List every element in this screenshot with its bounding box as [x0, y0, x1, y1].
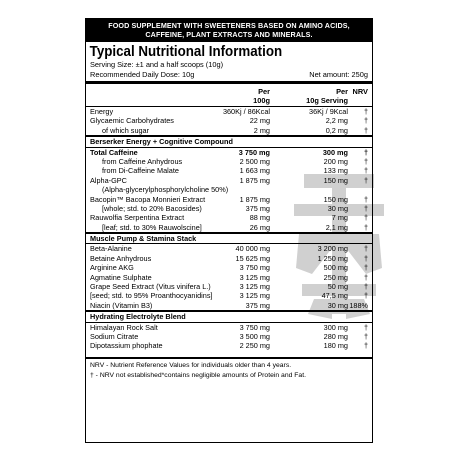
- header-line-1: FOOD SUPPLEMENT WITH SWEETENERS BASED ON AMINO ACIDS,: [108, 21, 350, 30]
- label-header: [86, 19, 372, 42]
- header-nrv: NRV: [352, 87, 368, 96]
- section-title-energy: Berserker Energy + Cognitive Compound: [90, 137, 233, 147]
- energy-block: [86, 107, 372, 135]
- table-row: [seed; std. to 95% Proanthocyanidins] 3 125 mg 47,5 mg †: [90, 291, 368, 301]
- table-row: Alpha-GPC 1 875 mg 150 mg †: [90, 175, 368, 185]
- table-row: Beta-Alanine 40 000 mg 3 200 mg †: [90, 244, 368, 254]
- table-row: Rauwolfia Serpentina Extract 88 mg 7 mg †: [90, 213, 368, 223]
- table-row: Energy 360Kj / 86Kcal 36Kj / 9Kcal †: [90, 107, 368, 116]
- table-row: from Di-Caffeine Malate 1 663 mg 133 mg †: [102, 166, 368, 176]
- table-row: Betaine Anhydrous 15 625 mg 1 250 mg †: [90, 253, 368, 263]
- net-amount: Net amount: 250g: [309, 70, 368, 79]
- table-row: [leaf; std. to 30% Rauwolscine] 26 mg 2,1 mg †: [102, 222, 368, 232]
- table-row: Agmatine Sulphate 3 125 mg 250 mg †: [90, 272, 368, 282]
- label-title: Typical Nutritional Information: [89, 44, 283, 60]
- footnote-dagger: † - NRV not established*contains negligible amounts of Protein and Fat.: [90, 371, 306, 379]
- table-row: Grape Seed Extract (Vitus vinifera L.) 3 125 mg 50 mg †: [90, 282, 368, 292]
- table-row: from Caffeine Anhydrous 2 500 mg 200 mg †: [102, 156, 368, 166]
- section-pump-rows: [86, 244, 372, 310]
- header-per100: Per 100g: [253, 87, 270, 105]
- table-row: Glycaemic Carbohydrates 22 mg 2,2 mg †: [90, 116, 368, 126]
- serving-size: Serving Size: ±1 and a half scoops (10g): [90, 60, 224, 69]
- table-row: Sodium Citrate 3 500 mg 280 mg †: [90, 331, 368, 341]
- header-line-2: CAFFEINE, PLANT EXTRACTS AND MINERALS.: [145, 29, 313, 39]
- nutrition-label: [85, 18, 373, 443]
- daily-dose-row: [86, 70, 372, 80]
- footnotes: [86, 359, 372, 381]
- daily-dose: Recommended Daily Dose: 10g: [90, 70, 195, 79]
- table-row: Niacin (Vitamin B3) 375 mg 30 mg 188%: [90, 300, 368, 310]
- table-row: Himalayan Rock Salt 3 750 mg 300 mg †: [90, 322, 368, 332]
- section-title-electrolyte: Hydrating Electrolyte Blend: [90, 312, 186, 322]
- table-row: Total Caffeine 3 750 mg 300 mg †: [90, 147, 368, 157]
- footnote-nrv: NRV - Nutrient Reference Values for individuals older than 4 years.: [90, 361, 292, 369]
- section-energy-rows: [86, 148, 372, 233]
- table-row: [whole; std. to 20% Bacosides) 375 mg 30 mg †: [102, 203, 368, 213]
- table-row: (Alpha-glycerylphosphorylcholine 50%): [102, 185, 229, 195]
- header-per-serving: Per 10g Serving: [306, 87, 348, 105]
- table-row: Arginine AKG 3 750 mg 500 mg †: [90, 263, 368, 273]
- section-electrolyte-rows: [86, 323, 372, 351]
- table-row: Bacopin™ Bacopa Monnieri Extract 1 875 mg 150 mg †: [90, 194, 368, 204]
- column-headers: [86, 84, 372, 106]
- section-title-pump: Muscle Pump & Stamina Stack: [90, 234, 197, 244]
- table-row: Dipotassium phophate 2 250 mg 180 mg †: [90, 341, 368, 351]
- table-row: of which sugar 2 mg 0,2 mg †: [102, 125, 368, 135]
